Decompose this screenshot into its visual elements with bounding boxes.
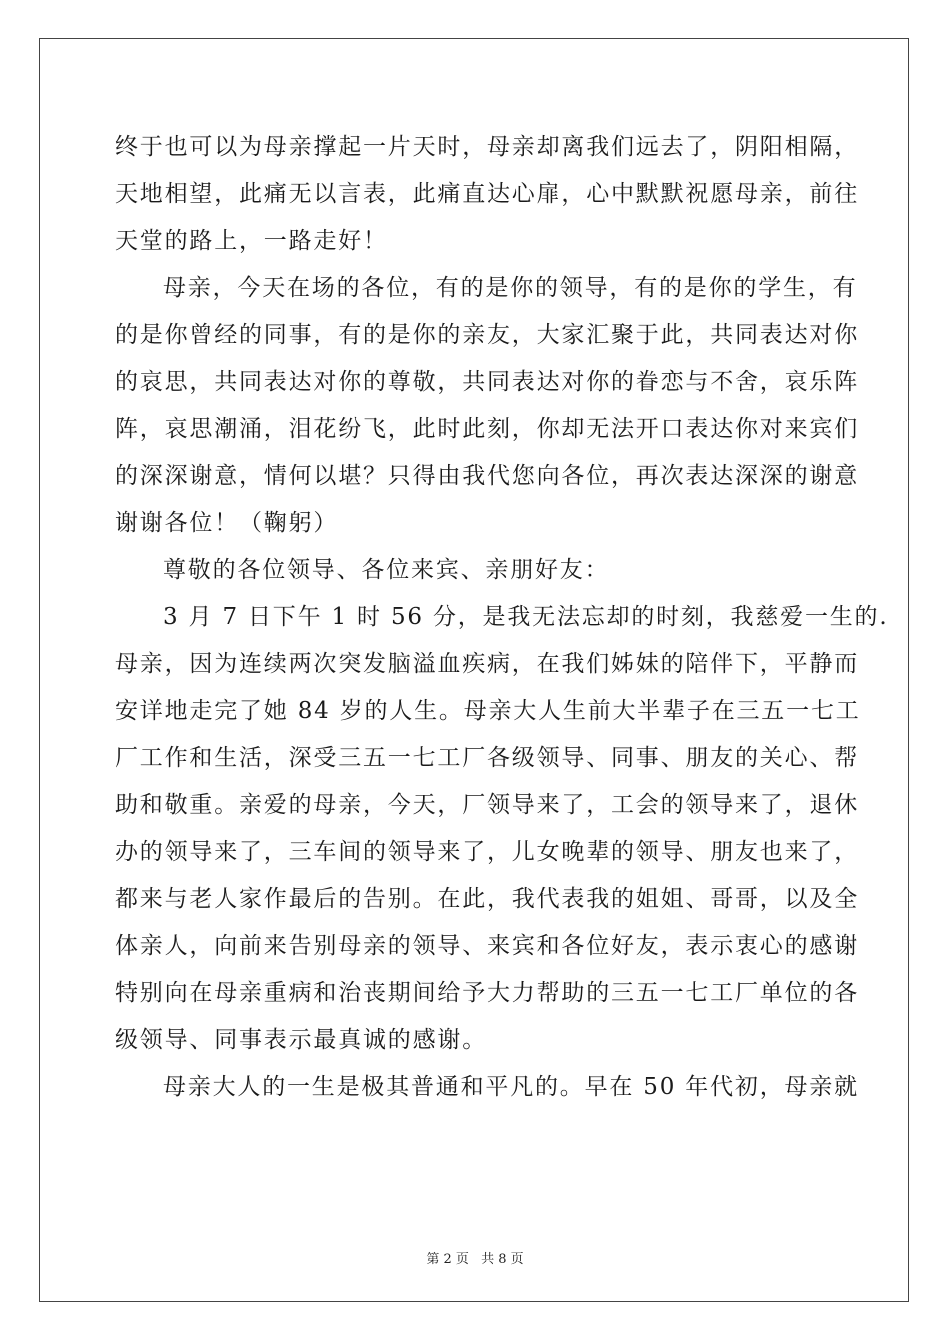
- text-line: 体亲人，向前来告别母亲的领导、来宾和各位好友，表示衷心的感谢: [115, 933, 859, 959]
- text-line: 助和敬重。亲爱的母亲，今天，厂领导来了，工会的领导来了，退休: [115, 792, 859, 818]
- text-line: 的是你曾经的同事，有的是你的亲友，大家汇聚于此，共同表达对你: [115, 322, 859, 348]
- salutation-line: 尊敬的各位领导、各位来宾、亲朋好友：: [163, 557, 610, 583]
- text-line: 安详地走完了她 84 岁的人生。母亲大人生前大半辈子在三五一七工: [115, 698, 861, 724]
- page-footer: [0, 1248, 950, 1267]
- text-line: 母亲，因为连续两次突发脑溢血疾病，在我们姊妹的陪伴下，平静而: [115, 651, 859, 677]
- document-body: [115, 124, 889, 1111]
- text-line: 的深深谢意，情何以堪？只得由我代您向各位，再次表达深深的谢意: [115, 463, 859, 489]
- text-line: 的哀思，共同表达对你的尊敬，共同表达对你的眷恋与不舍，哀乐阵: [115, 369, 859, 395]
- text-line: 级领导、同事表示最真诚的感谢。: [115, 1027, 487, 1053]
- text-line: 阵，哀思潮涌，泪花纷飞，此时此刻，你却无法开口表达你对来宾们: [115, 416, 859, 442]
- page-total: 共 8 页: [481, 1252, 524, 1267]
- paragraph-start-line: 3 月 7 日下午 1 时 56 分，是我无法忘却的时刻，我慈爱一生的.: [163, 604, 889, 630]
- text-line: 办的领导来了，三车间的领导来了，儿女晚辈的领导、朋友也来了，: [115, 839, 859, 865]
- text-line: 谢谢各位！（鞠躬）: [115, 510, 339, 536]
- paragraph-start-line: 母亲大人的一生是极其普通和平凡的。早在 50 年代初，母亲就: [163, 1074, 859, 1100]
- text-line: 天地相望，此痛无以言表，此痛直达心扉，心中默默祝愿母亲，前往: [115, 181, 859, 207]
- text-line: 终于也可以为母亲撑起一片天时，母亲却离我们远去了，阴阳相隔，: [115, 134, 859, 160]
- text-line: 厂工作和生活，深受三五一七工厂各级领导、同事、朋友的关心、帮: [115, 745, 859, 771]
- text-line: 特别向在母亲重病和治丧期间给予大力帮助的三五一七工厂单位的各: [115, 980, 859, 1006]
- paragraph-start-line: 母亲，今天在场的各位，有的是你的领导，有的是你的学生，有: [163, 275, 858, 301]
- text-line: 都来与老人家作最后的告别。在此，我代表我的姐姐、哥哥，以及全: [115, 886, 859, 912]
- page-number: 第 2 页: [426, 1252, 469, 1267]
- text-line: 天堂的路上，一路走好！: [115, 228, 388, 254]
